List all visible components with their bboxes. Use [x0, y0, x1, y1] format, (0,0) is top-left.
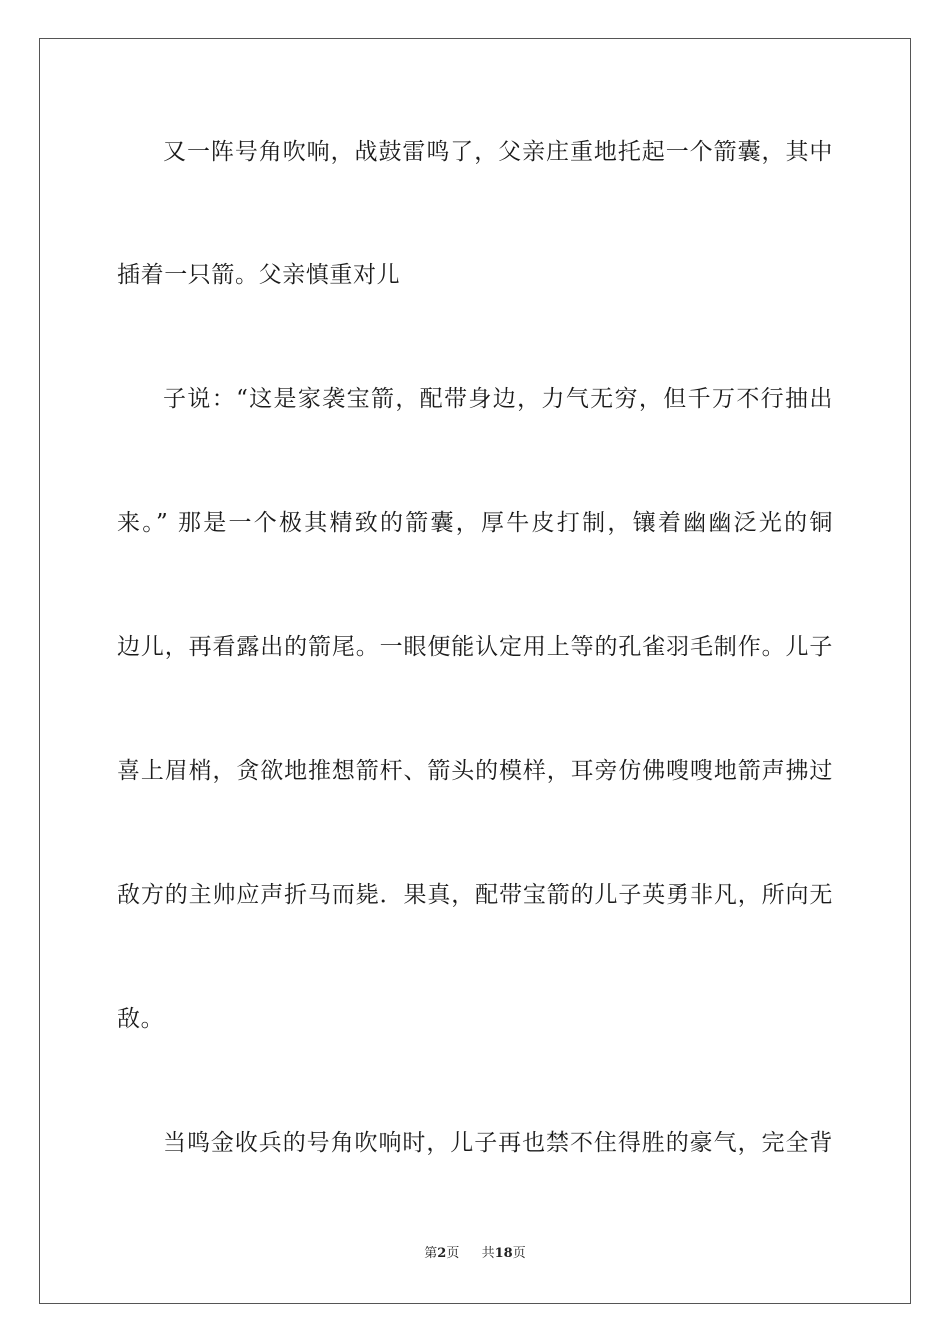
page-border: [39, 38, 911, 1304]
paragraph-line-6: 喜上眉梢，贪欲地推想箭杆、箭头的模样，耳旁仿佛嗖嗖地箭声拂过: [117, 758, 833, 784]
paragraph-line-1: 又一阵号角吹响，战鼓雷鸣了，父亲庄重地托起一个箭囊，其中: [163, 139, 833, 165]
total-pages-number: 18: [494, 1246, 513, 1261]
paragraph-line-8: 敌。: [117, 1006, 165, 1032]
paragraph-line-2: 插着一只箭。父亲慎重对儿: [117, 262, 401, 288]
total-label-prefix: 共: [481, 1246, 495, 1261]
page-footer: [0, 1245, 950, 1263]
paragraph-line-9: 当鸣金收兵的号角吹响时，儿子再也禁不住得胜的豪气，完全背: [163, 1130, 833, 1156]
page-label-prefix: 第: [424, 1246, 438, 1261]
total-label-suffix: 页: [512, 1246, 526, 1261]
paragraph-line-7: 敌方的主帅应声折马而毙．果真，配带宝箭的儿子英勇非凡，所向无: [117, 882, 833, 908]
paragraph-line-3: 子说：“这是家袭宝箭，配带身边，力气无穷，但千万不行抽出: [163, 386, 833, 412]
current-page-number: 2: [437, 1246, 447, 1261]
paragraph-line-4: 来。” 那是一个极其精致的箭囊，厚牛皮打制，镶着幽幽泛光的铜: [117, 510, 833, 536]
page-label-suffix: 页: [446, 1246, 460, 1261]
paragraph-line-5: 边儿，再看露出的箭尾。一眼便能认定用上等的孔雀羽毛制作。儿子: [117, 634, 833, 660]
